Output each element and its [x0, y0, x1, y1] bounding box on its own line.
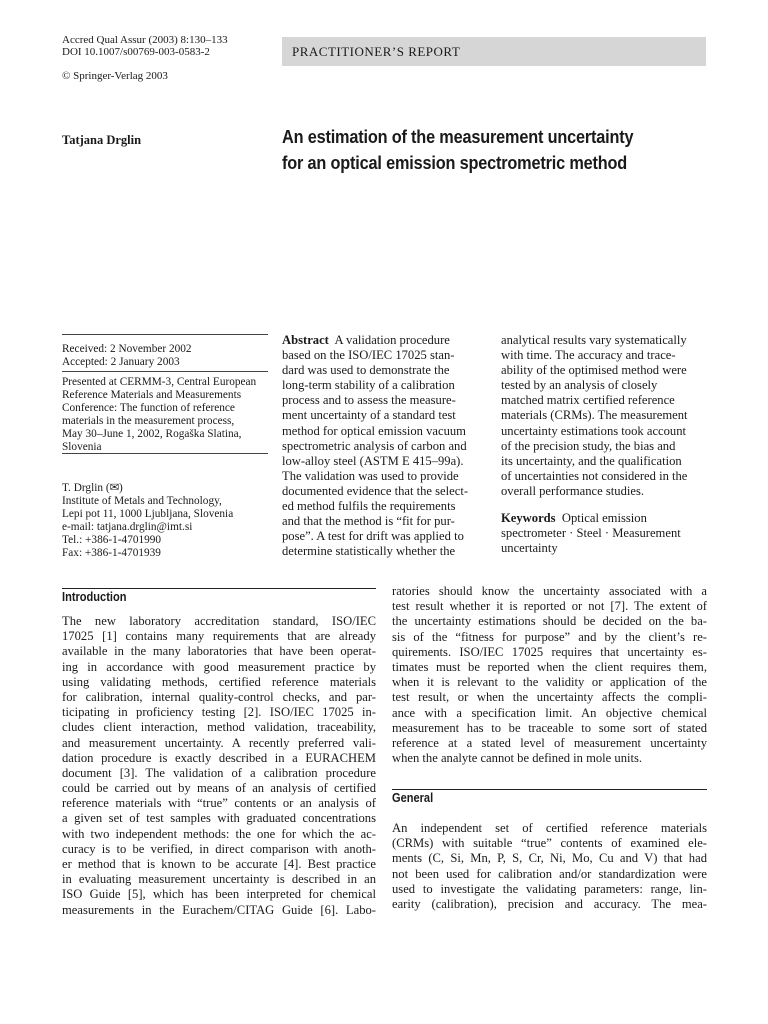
dates-block [62, 343, 277, 369]
copyright: © Springer-Verlag 2003 [62, 70, 168, 82]
body-line: ance with a specification limit. An objective chemical [392, 705, 707, 720]
body-line: using validating methods, certified reference materials [62, 674, 376, 689]
abstract-label: Abstract [282, 333, 329, 347]
abstract-line: and that the method is “fit for pur- [282, 514, 455, 529]
divider [62, 334, 268, 335]
contact-block [62, 482, 277, 560]
introduction-heading: Introduction [62, 589, 127, 604]
abstract-line: with time. The accuracy and trace- [501, 348, 676, 363]
body-line: when the analyte cannot be defined in mole units. [392, 751, 643, 766]
section-band-label: PRACTITIONER’S REPORT [292, 43, 461, 59]
presented-line: Slovenia [62, 441, 102, 453]
abstract-line: method for optical emission vacuum [282, 423, 466, 438]
body-line: reference materials with “true” contents or an analysis of [62, 796, 376, 811]
body-line: The new laboratory accreditation standard, ISO/IEC [62, 614, 376, 628]
presented-line: materials in the measurement process, [62, 415, 235, 427]
contact-author: T. Drglin (✉) [62, 482, 123, 494]
abstract-column-2 [501, 333, 688, 499]
presented-line: Presented at CERMM-3, Central European [62, 376, 257, 388]
abstract-line: A validation procedure [328, 333, 450, 347]
abstract-line: process and to assess the measure- [282, 393, 456, 408]
abstract-line: ability of the optimised method were [501, 363, 687, 378]
abstract-line: its uncertainty, and the qualification [501, 453, 682, 468]
body-line: dation procedure is exactly described in a EURACHEM [62, 750, 376, 765]
presented-line: May 30–June 1, 2002, Rogaška Slatina, [62, 428, 242, 440]
abstract-line: documented evidence that the select- [282, 483, 469, 498]
paper-title [282, 124, 669, 176]
title-line: for an optical emission spectrometric method [282, 152, 628, 173]
contact-email[interactable]: e-mail: tatjana.drglin@imt.si [62, 521, 193, 533]
contact-address: Lepi pot 11, 1000 Ljubljana, Slovenia [62, 508, 234, 520]
abstract-line: dard was used to demonstrate the [282, 363, 450, 378]
divider [62, 453, 268, 454]
doi: DOI 10.1007/s00769-003-0583-2 [62, 46, 210, 58]
abstract-line: spectrometric analysis of carbon and [282, 438, 467, 453]
abstract-line: analytical results vary systematically [501, 333, 687, 347]
body-line: could be carried out by means of an analysis of certified [62, 781, 376, 796]
abstract-line: of the precision study, the bias and [501, 438, 676, 453]
body-line: ISO Guide [5], which has been interpreted for chemical [62, 887, 376, 902]
keywords-line: uncertainty [501, 541, 558, 556]
abstract-line: determine statistically whether the [282, 544, 456, 559]
body-line: ratories should know the uncertainty associated with a [392, 584, 707, 598]
body-line: ticipating in proficiency testing [2]. ISO/IEC 17025 in- [62, 705, 376, 720]
abstract-line: of uncertainties not considered in the [501, 468, 688, 483]
body-line: An independent set of certified reference materials [392, 821, 707, 835]
presented-block [62, 376, 277, 454]
section-band [282, 37, 706, 66]
journal-citation-block [62, 34, 228, 58]
abstract-line: overall performance studies. [501, 483, 645, 498]
body-line: measurements in the Eurachem/CITAG Guide [6]. Labo- [62, 902, 376, 917]
body-line: test result, or when the uncertainty affects the compli- [392, 690, 707, 705]
abstract-line: pose”. A test for drift was applied to [282, 529, 464, 544]
abstract-line: tested by an analysis of closely [501, 378, 658, 393]
title-line: An estimation of the measurement uncertainty [282, 126, 634, 147]
body-line: a given set of test samples with graduated concentrations [62, 811, 376, 826]
received-date: Received: 2 November 2002 [62, 343, 192, 355]
body-line: with two independent methods: the one for which the ac- [62, 826, 376, 841]
abstract-line: long-term stability of a calibration [282, 378, 455, 393]
general-heading: General [392, 790, 434, 805]
body-line: available in the many laboratories that have been operat- [62, 644, 376, 659]
abstract-line: The validation was used to provide [282, 468, 459, 483]
body-line: curacy is to be verified, in direct comparison with anoth- [62, 841, 376, 856]
body-line: cludes client interaction, method validation, traceability, [62, 720, 376, 735]
keywords-block [501, 511, 681, 556]
body-line: test result whether it is reported or not [7]. The extent of [392, 599, 707, 614]
body-line: document [3]. The validation of a calibration procedure [62, 765, 376, 780]
abstract-line: based on the ISO/IEC 17025 stan- [282, 348, 455, 363]
body-line: sis of the “fitness for purpose” and by the client’s re- [392, 629, 707, 644]
body-line: used to investigate the validating parameters: range, lin- [392, 881, 707, 896]
abstract-line: ment uncertainty of a standard test [282, 408, 456, 423]
body-line: earity (calibration), precision and accuracy. The mea- [392, 896, 707, 911]
divider [62, 371, 268, 372]
body-line: er method that is known to be accurate [4]. Best practice [62, 857, 376, 871]
section-rule [392, 789, 707, 790]
body-line: and measurement uncertainty. A recently preferred vali- [62, 735, 376, 750]
abstract-column-1 [282, 333, 468, 559]
contact-fax: Fax: +386-1-4701939 [62, 547, 161, 559]
body-line: when it is relevant to the validity or application of the [392, 675, 707, 690]
presented-line: Reference Materials and Measurements [62, 389, 242, 401]
abstract-line: ed method fulfils the requirements [282, 499, 456, 514]
abstract-line: low-alloy steel (ASTM E 415–99a). [282, 453, 464, 468]
body-line: for calibration, internal quality-control checks, and par- [62, 689, 376, 704]
author-name: Tatjana Drglin [62, 133, 142, 147]
abstract-line: materials (CRMs). The measurement [501, 408, 688, 423]
body-line: timates must be reported when the client requires them, [392, 659, 707, 674]
body-line: measurement has to be traceable to some sort of stated [392, 720, 707, 735]
body-line: the uncertainty estimations should be decided on the ba- [392, 614, 707, 629]
presented-line: Conference: The function of reference [62, 402, 235, 414]
body-line: (CRMs) with suitable “true” contents of examined ele- [392, 836, 707, 851]
journal-citation: Accred Qual Assur (2003) 8:130–133 [62, 34, 228, 46]
body-line: 17025 [1] contains many requirements that are already [62, 629, 376, 644]
abstract-line: matched matrix certified reference [501, 393, 675, 408]
keywords-label: Keywords [501, 511, 556, 525]
accepted-date: Accepted: 2 January 2003 [62, 356, 180, 368]
introduction-column-2 [392, 584, 707, 766]
body-line: quirements. ISO/IEC 17025 requires that uncertainty es- [392, 644, 707, 659]
body-line: not been used for calibration and/or standardization were [392, 866, 707, 881]
contact-institute: Institute of Metals and Technology, [62, 495, 222, 507]
body-line: in evaluating measurement uncertainty is described in an [62, 872, 376, 887]
keywords-line: Optical emission [555, 511, 647, 525]
body-line: reference at a stated level of measurement uncertainty [392, 735, 707, 750]
body-line: ing in accordance with good measurement practice by [62, 659, 376, 674]
abstract-line: uncertainty estimations took account [501, 423, 687, 438]
body-line: ments (C, Si, Mn, P, S, Cr, Ni, Mo, Cu and V) that had [392, 851, 707, 866]
general-column [392, 821, 707, 912]
contact-tel: Tel.: +386-1-4701990 [62, 534, 162, 546]
keywords-line: spectrometer · Steel · Measurement [501, 526, 681, 541]
introduction-column-1 [62, 614, 376, 918]
